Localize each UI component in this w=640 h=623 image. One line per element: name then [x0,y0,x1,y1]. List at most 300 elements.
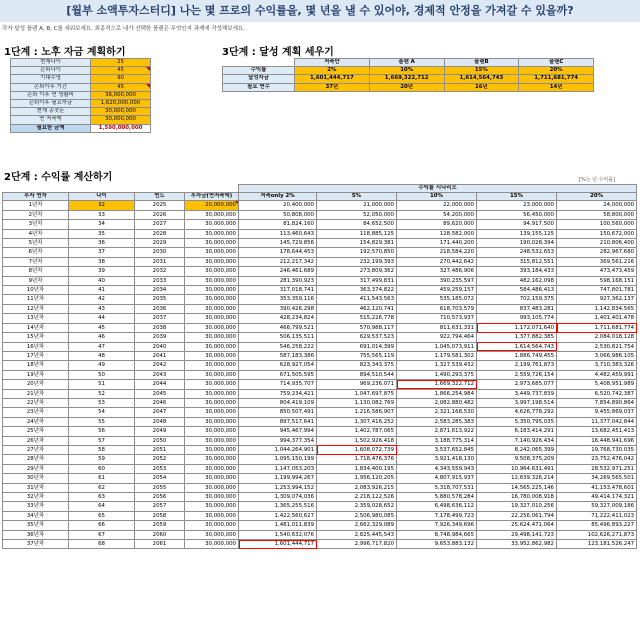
table-row [3,248,637,257]
table-cell: 1,956,120,205 [317,474,397,483]
table-cell: 1,047,697,875 [317,389,397,398]
table-row [3,370,637,379]
scenario-header: 수익률 시나리오 [239,185,637,193]
table-cell: 747,801,781 [557,286,637,295]
table-cell: 30,000,000 [185,370,239,379]
page-title: [월부 소액투자스터디] 나는 몇 프로의 수익률을, 몇 년을 낼 수 있어야, 경제적 안정을 가져갈 수 있을까? [0,0,640,22]
table-cell: 45 [69,323,135,332]
table-cell: 30,000,000 [185,248,239,257]
plan-column-header: 플랜C [519,59,594,67]
table-cell: 16,780,008,918 [477,493,557,502]
table-row [3,286,637,295]
table-cell: 128,582,000 [397,229,477,238]
table-cell: 922,794,464 [397,333,477,342]
table-cell: 7,140,926,434 [477,436,557,445]
step3-title: 3단계 : 달성 계획 세우기 [222,47,334,58]
table-cell: 466,799,521 [239,323,317,332]
table-cell: 587,183,386 [239,351,317,360]
table-cell: 30,000,000 [185,455,239,464]
table-row [3,445,637,454]
table-cell: 3,449,737,839 [477,389,557,398]
table-row [3,398,637,407]
plan-row [11,67,151,75]
table-cell: 20,000,000 [185,201,239,210]
table-cell: 30,000,000 [185,342,239,351]
required-amount-row [11,124,151,132]
table-cell: 2029 [135,239,185,248]
table-row [3,210,637,219]
table-cell: 2038 [135,323,185,332]
table-cell: 23,000,000 [477,201,557,210]
table-cell: 210,806,400 [557,239,637,248]
plan-column-header: 플랜 A [369,59,444,67]
table-cell: 22년차 [3,398,69,407]
table-cell: 30,000,000 [185,408,239,417]
table-cell: 64 [69,502,135,511]
table-row [3,389,637,398]
table-cell: 19,327,010,256 [477,502,557,511]
plan-label: 기대수명 [11,75,91,83]
table-cell: 30,000,000 [185,380,239,389]
table-cell: 2,662,329,089 [317,521,397,530]
table-row [3,257,637,266]
table-cell: 1,540,632,076 [239,530,317,539]
table-cell: 1,199,994,267 [239,474,317,483]
table-cell: 2028 [135,229,185,238]
table-cell: 23,752,476,042 [557,455,637,464]
table-cell: 1,216,586,907 [317,408,397,417]
table-cell: 30,000,000 [185,210,239,219]
table-cell: 270,442,642 [397,257,477,266]
table-cell: 139,155,125 [477,229,557,238]
table-cell: 20,400,000 [239,201,317,210]
table-cell: 546,258,222 [239,342,317,351]
table-row [3,530,637,539]
table-cell: 190,028,394 [477,239,557,248]
table-cell: 218,584,220 [397,248,477,257]
table-cell: 248,532,653 [477,248,557,257]
table-cell: 30,000,000 [185,276,239,285]
table-cell: 4,343,559,943 [397,464,477,473]
table-cell: 2,083,926,215 [317,483,397,492]
table-cell: 7년차 [3,257,69,266]
required-amount-label: 필요한 금액 [11,124,91,132]
table-cell: 30,000,000 [185,304,239,313]
table-cell: 44 [69,314,135,323]
plan-row [11,108,151,116]
scenario-column-header: 저축only 2% [239,193,317,201]
table-cell: 29년차 [3,464,69,473]
table-cell: 52 [69,389,135,398]
plan-metric-value: 1,614,564,743 [444,75,519,83]
table-cell: 584,486,413 [477,286,557,295]
table-cell: 428,234,824 [239,314,317,323]
table-cell: 2,084,018,128 [557,333,637,342]
table-cell: 462,120,741 [317,304,397,313]
table-cell: 2049 [135,427,185,436]
table-cell: 16,448,941,696 [557,436,637,445]
table-cell: 4년차 [3,229,69,238]
table-cell: 2년차 [3,210,69,219]
scenario-column-header: 투자금(연저축액) [185,193,239,201]
table-cell: 11,377,042,844 [557,417,637,426]
table-cell: 702,159,375 [477,295,557,304]
table-cell: 2051 [135,445,185,454]
table-cell: 26년차 [3,436,69,445]
table-cell: 2048 [135,417,185,426]
table-cell: 192,570,850 [317,248,397,257]
unit-note: [%는 년 수익률] [579,177,615,183]
plan-value: 25 [91,59,151,67]
table-cell: 2042 [135,361,185,370]
table-cell: 49 [69,361,135,370]
table-cell: 13년차 [3,314,69,323]
plan-value: 45 [91,83,151,91]
table-cell: 1,402,787,065 [317,427,397,436]
table-cell: 30,000,000 [185,530,239,539]
table-cell: 327,486,906 [397,267,477,276]
table-cell: 34 [69,220,135,229]
table-cell: 482,162,098 [477,276,557,285]
table-cell: 2,082,880,482 [397,398,477,407]
table-cell: 2043 [135,370,185,379]
table-cell: 2,321,168,530 [397,408,477,417]
table-cell: 411,543,563 [317,295,397,304]
table-row [3,502,637,511]
table-cell: 30,000,000 [185,333,239,342]
table-cell: 60 [69,464,135,473]
table-cell: 30,000,000 [185,502,239,511]
table-cell: 1,044,264,901 [239,445,317,454]
table-cell: 1,095,150,199 [239,455,317,464]
table-cell: 2027 [135,220,185,229]
table-cell: 2055 [135,483,185,492]
table-cell: 2056 [135,493,185,502]
table-cell: 1,147,053,203 [239,464,317,473]
table-cell: 61 [69,474,135,483]
table-cell: 8,242,065,399 [477,445,557,454]
table-row [3,314,637,323]
table-cell: 315,812,551 [477,257,557,266]
plan-metric-value: 1,669,322,712 [369,75,444,83]
table-cell: 2,559,726,154 [477,370,557,379]
plan-column-header: 저축만 [295,59,370,67]
table-cell: 30,000,000 [185,257,239,266]
table-cell: 9,653,883,132 [397,540,477,549]
plan-label: 은퇴이후 필요자금 [11,100,91,108]
plan-metric-label: 달성자금 [223,75,295,83]
table-row [3,295,637,304]
plan-metric-value: 20% [519,67,594,75]
plan-metric-value: 20년 [369,83,444,91]
table-cell: 2030 [135,248,185,257]
table-cell: 317,499,831 [317,276,397,285]
table-row [3,521,637,530]
table-cell: 2045 [135,389,185,398]
table-cell: 34년차 [3,511,69,520]
table-cell: 535,185,072 [397,295,477,304]
table-row [3,408,637,417]
table-row [3,483,637,492]
plan-metric-label: 수익률 [223,67,295,75]
table-cell: 629,537,523 [317,333,397,342]
table-cell: 1,401,401,478 [557,314,637,323]
table-cell: 33,952,862,982 [477,540,557,549]
table-cell: 691,014,399 [317,342,397,351]
table-cell: 118,885,125 [317,229,397,238]
table-cell: 21,000,000 [317,201,397,210]
table-cell: 56 [69,427,135,436]
table-cell: 12년차 [3,304,69,313]
table-cell: 37 [69,248,135,257]
table-cell: 28년차 [3,455,69,464]
table-cell: 353,359,116 [239,295,317,304]
table-cell: 2041 [135,351,185,360]
table-cell: 29,498,141,723 [477,530,557,539]
table-cell: 393,184,433 [477,267,557,276]
table-cell: 41,153,478,601 [557,483,637,492]
table-cell: 11년차 [3,295,69,304]
table-row [3,239,637,248]
plan-metric-value: 14년 [519,83,594,91]
table-cell: 7,854,890,864 [557,398,637,407]
table-row [3,380,637,389]
plan-label: 연 저축액 [11,116,91,124]
table-row [3,342,637,351]
table-cell: 1,130,082,769 [317,398,397,407]
table-cell: 13,682,451,413 [557,427,637,436]
table-cell: 1,327,539,432 [397,361,477,370]
plan-label: 현재나이 [11,59,91,67]
table-cell: 671,505,595 [239,370,317,379]
table-cell: 54 [69,408,135,417]
table-cell: 945,467,994 [239,427,317,436]
table-cell: 67 [69,530,135,539]
table-cell: 1,711,681,774 [557,323,637,332]
plan-metric-value: 1,601,444,717 [295,75,370,83]
table-cell: 506,135,511 [239,333,317,342]
table-cell: 9년차 [3,276,69,285]
table-cell: 2047 [135,408,185,417]
table-cell: 9,508,375,209 [477,455,557,464]
table-cell: 2,973,685,077 [477,380,557,389]
table-cell: 6,498,636,112 [397,502,477,511]
table-cell: 804,419,109 [239,398,317,407]
table-cell: 59 [69,455,135,464]
table-cell: 1,045,073,911 [397,342,477,351]
plan-row [11,75,151,83]
table-cell: 30,000,000 [185,483,239,492]
table-cell: 1,614,564,743 [477,342,557,351]
table-cell: 4,626,778,292 [477,408,557,417]
table-cell: 2,359,028,652 [317,502,397,511]
table-cell: 969,236,071 [317,380,397,389]
table-cell: 30,000,000 [185,427,239,436]
table-cell: 30,000,000 [185,323,239,332]
table-cell: 12,639,326,214 [477,474,557,483]
scenario-column-header: 15% [477,193,557,201]
table-cell: 51 [69,380,135,389]
table-cell: 3년차 [3,220,69,229]
table-cell: 3,537,652,845 [397,445,477,454]
table-cell: 150,672,000 [557,229,637,238]
table-cell: 39 [69,267,135,276]
table-cell: 123,181,526,247 [557,540,637,549]
table-cell: 1,422,560,627 [239,511,317,520]
table-cell: 1,886,749,455 [477,351,557,360]
table-cell: 33 [69,210,135,219]
blank-header [3,185,239,193]
table-cell: 897,517,641 [239,417,317,426]
table-cell: 1,309,074,036 [239,493,317,502]
table-cell: 5,318,707,531 [397,483,477,492]
table-cell: 7,926,349,696 [397,521,477,530]
table-cell: 58 [69,445,135,454]
instruction-text: 각자 달성 플랜 A, B, C를 세워보세요. 최종적으로 내가 선택한 플랜은 무엇인지 과제에 작성해보세요. [2,26,245,32]
plan-metric-value: 15% [444,67,519,75]
table-cell: 19,768,730,035 [557,445,637,454]
table-cell: 2032 [135,267,185,276]
table-cell: 35 [69,229,135,238]
table-cell: 171,440,200 [397,239,477,248]
table-cell: 1,866,254,984 [397,389,477,398]
table-cell: 628,927,054 [239,361,317,370]
table-cell: 1,253,994,152 [239,483,317,492]
table-cell: 927,362,137 [557,295,637,304]
table-cell: 2,583,285,383 [397,417,477,426]
table-cell: 113,460,643 [239,229,317,238]
plan-metric-row [223,83,594,91]
table-cell: 20년차 [3,380,69,389]
scenario-column-header: 5% [317,193,397,201]
table-cell: 2,218,122,526 [317,493,397,502]
table-cell: 390,235,597 [397,276,477,285]
table-cell: 154,829,381 [317,239,397,248]
plan-metric-value: 10% [369,67,444,75]
retirement-plan-table [10,58,151,133]
table-cell: 30,000,000 [185,389,239,398]
table-cell: 58,800,000 [557,210,637,219]
table-cell: 1,601,444,717 [239,540,317,549]
table-cell: 3,710,383,326 [557,361,637,370]
table-cell: 145,729,856 [239,239,317,248]
table-cell: 62 [69,483,135,492]
table-cell: 8,748,984,665 [397,530,477,539]
table-cell: 178,644,453 [239,248,317,257]
table-cell: 2033 [135,276,185,285]
table-cell: 5,350,795,035 [477,417,557,426]
table-cell: 28,532,971,251 [557,464,637,473]
table-cell: 5년차 [3,239,69,248]
table-cell: 3,188,775,314 [397,436,477,445]
table-cell: 5,408,951,989 [557,380,637,389]
table-cell: 3,066,986,105 [557,351,637,360]
table-cell: 84,652,500 [317,220,397,229]
plan-row [11,83,151,91]
table-cell: 811,631,331 [397,323,477,332]
table-cell: 53 [69,398,135,407]
table-cell: 15년차 [3,333,69,342]
table-cell: 30,000,000 [185,445,239,454]
table-cell: 2053 [135,464,185,473]
plan-value: 30,000,000 [91,108,151,116]
table-row [3,267,637,276]
table-row [3,351,637,360]
table-cell: 31년차 [3,483,69,492]
table-cell: 2037 [135,314,185,323]
table-cell: 714,935,707 [239,380,317,389]
table-row [3,417,637,426]
table-cell: 1,834,400,195 [317,464,397,473]
table-cell: 24,000,000 [557,201,637,210]
table-cell: 30,000,000 [185,436,239,445]
plan-label: 은퇴나이 [11,67,91,75]
table-cell: 1,718,476,376 [317,455,397,464]
table-cell: 2026 [135,210,185,219]
table-cell: 32 [69,201,135,210]
table-cell: 1,502,926,418 [317,436,397,445]
plan-metric-row [223,75,594,83]
table-row [3,493,637,502]
table-row [3,323,637,332]
plan-metric-value: 2% [295,67,370,75]
table-cell: 37년차 [3,540,69,549]
table-cell: 24년차 [3,417,69,426]
table-cell: 27년차 [3,445,69,454]
table-cell: 19년차 [3,370,69,379]
table-cell: 10년차 [3,286,69,295]
table-cell: 71,222,411,023 [557,511,637,520]
table-cell: 22,256,061,794 [477,511,557,520]
plan-metric-value: 37년 [295,83,370,91]
scenario-column-header: 10% [397,193,477,201]
table-cell: 40 [69,276,135,285]
table-cell: 30,000,000 [185,474,239,483]
table-cell: 1,365,255,516 [239,502,317,511]
table-cell: 30,000,000 [185,493,239,502]
table-cell: 710,573,937 [397,314,477,323]
table-cell: 212,217,342 [239,257,317,266]
plan-row [11,116,151,124]
table-cell: 43 [69,304,135,313]
table-cell: 14년차 [3,323,69,332]
table-cell: 30,000,000 [185,229,239,238]
table-cell: 2059 [135,521,185,530]
table-cell: 30,000,000 [185,239,239,248]
table-cell: 2040 [135,342,185,351]
table-cell: 34,269,565,501 [557,474,637,483]
table-cell: 2034 [135,286,185,295]
table-cell: 4,807,915,937 [397,474,477,483]
table-cell: 618,703,579 [397,304,477,313]
table-cell: 2035 [135,295,185,304]
required-amount-value: 1,590,000,000 [91,124,151,132]
plan-column-header: 플랜B [444,59,519,67]
table-cell: 36년차 [3,530,69,539]
table-cell: 30,000,000 [185,351,239,360]
table-cell: 2046 [135,398,185,407]
plan-metric-value: 16년 [444,83,519,91]
table-cell: 23년차 [3,408,69,417]
table-cell: 2,530,821,754 [557,342,637,351]
table-cell: 994,377,354 [239,436,317,445]
table-cell: 282,967,680 [557,248,637,257]
table-cell: 30,000,000 [185,267,239,276]
table-cell: 30,000,000 [185,361,239,370]
table-cell: 52,050,000 [317,210,397,219]
scenario-column-header: 투자 연차 [3,193,69,201]
table-cell: 89,620,000 [397,220,477,229]
